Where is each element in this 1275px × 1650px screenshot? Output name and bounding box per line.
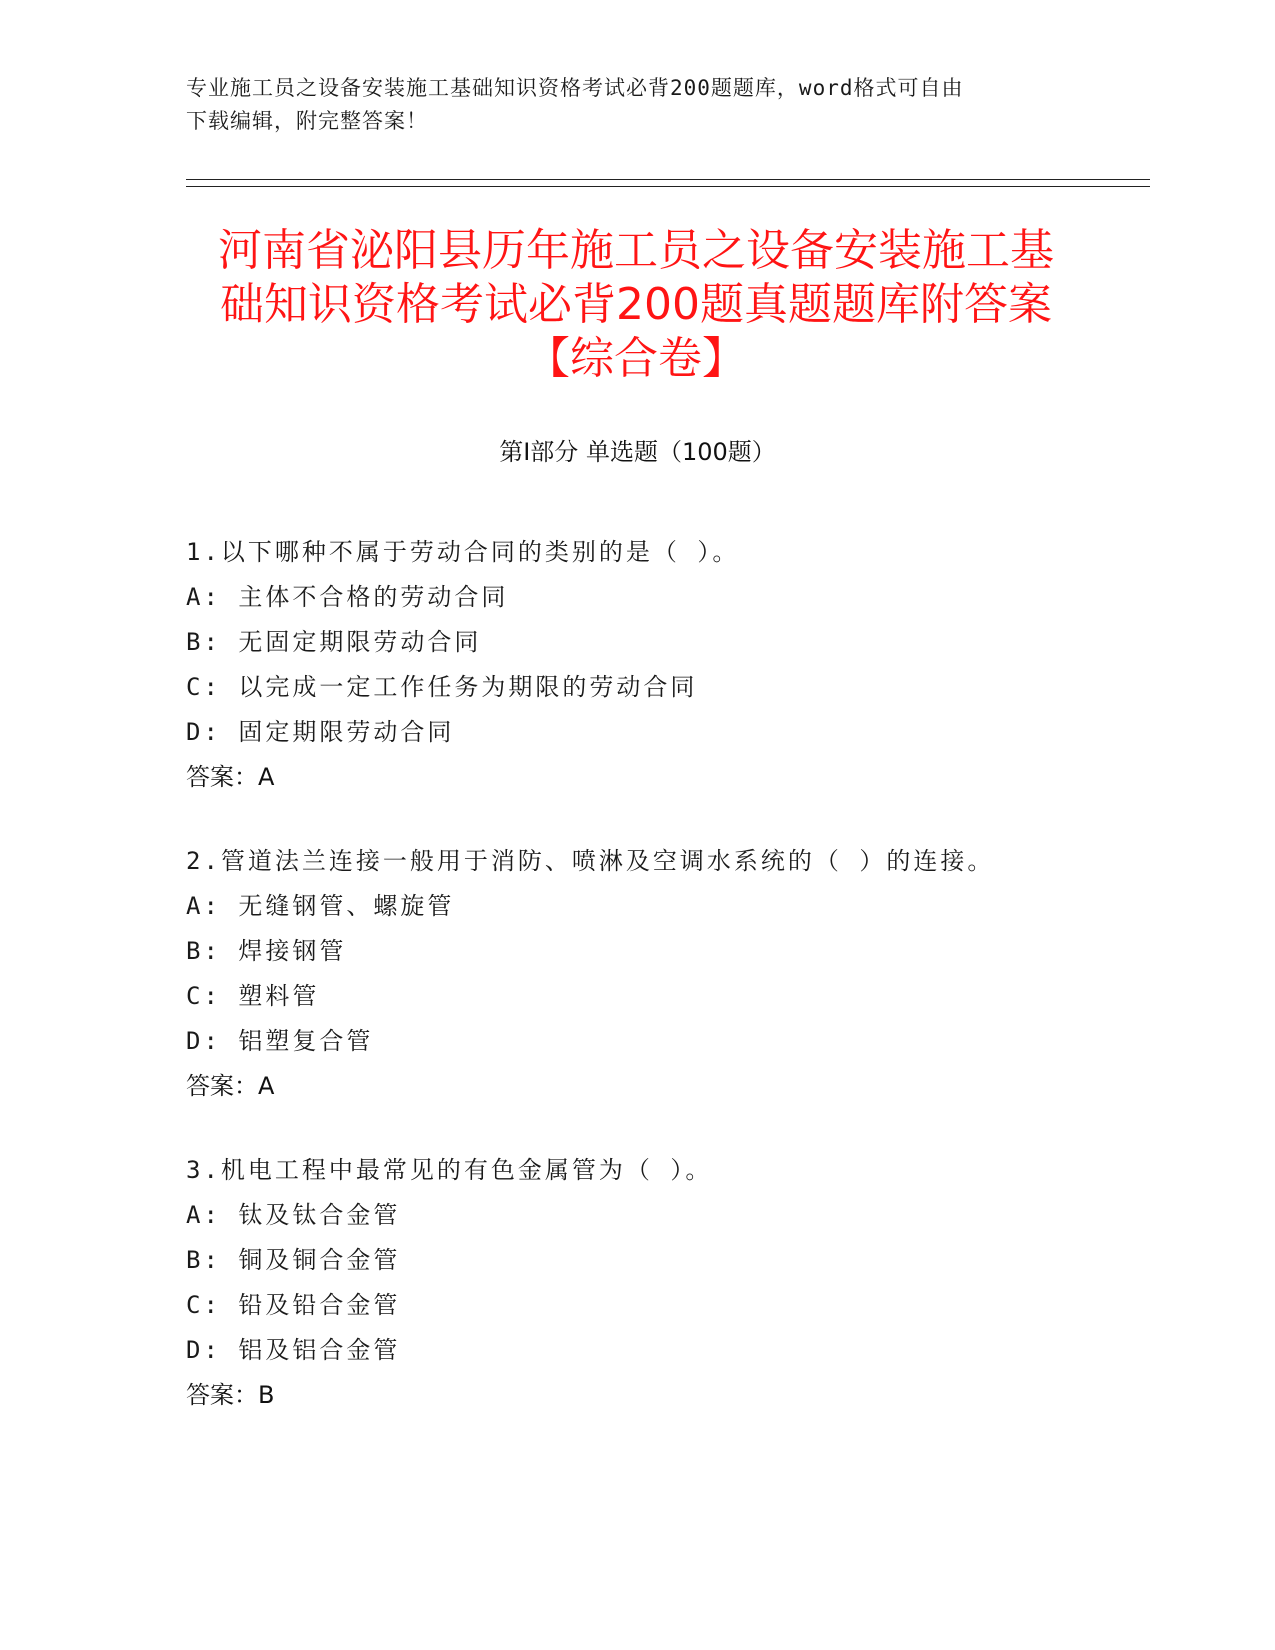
question-item xyxy=(186,1148,1146,1418)
section-heading: 第Ⅰ部分 单选题（100题） xyxy=(499,438,776,466)
option-c: C: 以完成一定工作任务为期限的劳动合同 xyxy=(186,673,698,701)
question-stem: 1.以下哪种不属于劳动合同的类别的是（ ）。 xyxy=(186,538,740,566)
title-line-3: 【综合卷】 xyxy=(526,333,746,384)
title-line-1: 河南省泌阳县历年施工员之设备安装施工基 xyxy=(218,225,1054,276)
option-b: B: 焊接钢管 xyxy=(186,937,347,965)
document-intro xyxy=(186,72,1076,138)
option-c: C: 塑料管 xyxy=(186,982,320,1010)
option-b: B: 无固定期限劳动合同 xyxy=(186,628,482,656)
document-title xyxy=(186,224,1086,386)
title-line-2: 础知识资格考试必背200题真题题库附答案 xyxy=(220,279,1052,330)
intro-line-1: 专业施工员之设备安装施工基础知识资格考试必背200题题库，word格式可自由 xyxy=(186,76,964,100)
option-a: A: 无缝钢管、螺旋管 xyxy=(186,892,455,920)
answer-line: 答案：A xyxy=(186,763,275,791)
header-divider-bottom xyxy=(186,186,1150,187)
answer-line: 答案：B xyxy=(186,1381,275,1409)
option-d: D: 铝塑复合管 xyxy=(186,1027,374,1055)
question-stem: 2.管道法兰连接一般用于消防、喷淋及空调水系统的（ ）的连接。 xyxy=(186,847,995,875)
question-stem: 3.机电工程中最常见的有色金属管为（ ）。 xyxy=(186,1156,713,1184)
option-a: A: 主体不合格的劳动合同 xyxy=(186,583,509,611)
option-d: D: 铝及铝合金管 xyxy=(186,1336,401,1364)
option-c: C: 铅及铅合金管 xyxy=(186,1291,401,1319)
question-item xyxy=(186,839,1146,1109)
option-b: B: 铜及铜合金管 xyxy=(186,1246,401,1274)
answer-line: 答案：A xyxy=(186,1072,275,1100)
option-d: D: 固定期限劳动合同 xyxy=(186,718,455,746)
option-a: A: 钛及钛合金管 xyxy=(186,1201,401,1229)
question-list xyxy=(186,530,1146,1457)
header-divider-top xyxy=(186,179,1150,180)
question-item xyxy=(186,530,1146,800)
intro-line-2: 下载编辑，附完整答案！ xyxy=(186,109,428,133)
